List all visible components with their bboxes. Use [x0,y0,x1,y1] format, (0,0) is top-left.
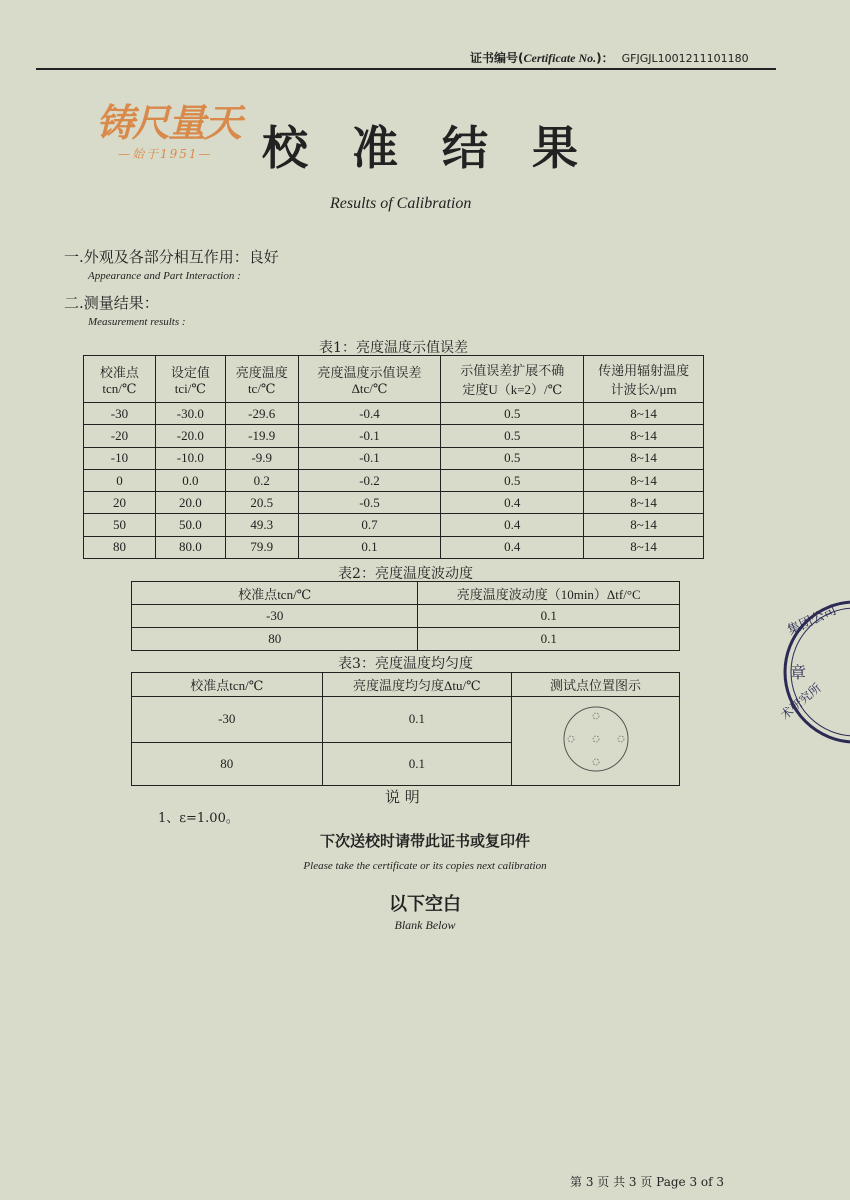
table-cell: 0.2 [225,469,298,491]
table-cell: -20.0 [155,425,225,447]
table3-header: 测试点位置图示 [512,673,680,697]
table3 [131,672,680,786]
table-cell: -0.4 [298,403,441,425]
page-subtitle: Results of Calibration [330,195,472,212]
table-cell: 20.5 [225,492,298,514]
table-row [84,469,704,491]
header-line: 示值误差扩展不确 [460,363,565,378]
svg-text:集团公司: 集团公司 [785,603,839,639]
table-cell: -30 [84,403,156,425]
table-cell: 80.0 [155,536,225,558]
table-cell: 0.4 [441,514,584,536]
table-cell: -0.2 [298,469,441,491]
table2-caption: 表2：亮度温度波动度 [338,566,473,582]
svg-text:术研究所: 术研究所 [777,680,824,723]
reminder-en: Please take the certificate or its copies next calibration [303,860,547,872]
table-cell: 8~14 [584,469,704,491]
header-rule [36,68,776,70]
svg-text:章: 章 [790,663,807,682]
logo-since: —始于1951— [118,147,213,161]
official-stamp [760,600,850,750]
table-cell: -10.0 [155,447,225,469]
table-cell: -30.0 [155,403,225,425]
table-cell: 80 [84,536,156,558]
table-cell: 0.1 [322,697,512,743]
table1-header [225,356,298,403]
table-cell: 0.7 [298,514,441,536]
table-cell: 0.4 [441,492,584,514]
table-cell: 0 [84,469,156,491]
table-cell: -0.1 [298,447,441,469]
table-cell: -20 [84,425,156,447]
table-cell: -30 [132,605,418,628]
table-cell: 49.3 [225,514,298,536]
table1-caption: 表1：亮度温度示值误差 [319,340,468,356]
reminder-cn: 下次送校时请带此证书或复印件 [319,832,530,850]
header-line: 亮度温度 [235,364,288,380]
table1-header [155,356,225,403]
header-unit: tc/℃ [247,380,276,396]
table-cell: 8~14 [584,403,704,425]
table-cell: -19.9 [225,425,298,447]
notes-title: 说 明 [385,788,420,806]
section2-label: 二.测量结果： [64,294,159,312]
header-unit: 定度U（k=2）/℃ [462,382,563,397]
header-unit: Δtc/℃ [351,380,388,396]
table2 [131,581,680,651]
table-cell: -30 [132,697,323,743]
table3-header: 校准点tcn/℃ [132,673,323,697]
table-row [84,536,704,558]
table-cell: 0.1 [298,536,441,558]
table-cell: 8~14 [584,492,704,514]
table-row [84,403,704,425]
table-cell: 0.5 [441,425,584,447]
table-cell: -0.5 [298,492,441,514]
table-row [132,605,680,628]
table3-caption: 表3：亮度温度均匀度 [338,656,473,672]
test-point-diagram [512,697,680,786]
table-cell: -0.1 [298,425,441,447]
section2-label-en: Measurement results : [88,316,186,328]
header-unit: 计波长λ/μm [610,382,677,397]
certificate-number: 证书编号(Certificate No.)： GFJGJL1001211101180 [470,51,749,65]
table-row [84,447,704,469]
table-cell: 0.5 [441,403,584,425]
page-title: 校 准 结 果 [262,121,593,175]
table-cell: 0.1 [322,742,512,785]
header-line: 校准点 [99,364,139,380]
page-footer: 第 3 页 共 3 页 Page 3 of 3 [570,1175,725,1189]
header-line: 传递用辐射温度 [598,363,690,378]
table-cell: 50 [84,514,156,536]
table-cell: 0.4 [441,536,584,558]
blank-below-cn: 以下空白 [389,894,461,915]
table-cell: 0.1 [418,605,680,628]
table3-header: 亮度温度均匀度Δtu/℃ [322,673,512,697]
table-row [84,425,704,447]
table-cell: 79.9 [225,536,298,558]
table-cell: 20 [84,492,156,514]
table-cell: -10 [84,447,156,469]
table-cell: 8~14 [584,447,704,469]
table-row [132,697,680,743]
table-cell: 8~14 [584,425,704,447]
table1-header [298,356,441,403]
table-cell: 8~14 [584,536,704,558]
table-cell: 80 [132,742,323,785]
table-row [132,628,680,651]
table2-header: 亮度温度波动度（10min）Δtf/°C [418,582,680,605]
blank-below-en: Blank Below [394,918,456,932]
table-cell: 0.5 [441,447,584,469]
table-cell: 0.1 [418,628,680,651]
section1-label: 一.外观及各部分相互作用：良好 [64,248,279,266]
section1-label-en: Appearance and Part Interaction : [88,270,241,282]
table-cell: -9.9 [225,447,298,469]
table-cell: 0.0 [155,469,225,491]
table-cell: 8~14 [584,514,704,536]
table1-header [84,356,156,403]
table-row [84,492,704,514]
table1 [83,355,704,559]
test-point-diagram-svg [536,697,656,781]
table1-header [441,356,584,403]
table-cell: -29.6 [225,403,298,425]
logo: 铸尺量天 [96,100,241,145]
table-row [84,514,704,536]
header-unit: tcn/℃ [102,380,137,396]
header-line: 亮度温度示值误差 [317,364,422,380]
table-cell: 80 [132,628,418,651]
note-item: 1、ε=1.00。 [158,811,239,826]
header-line: 设定值 [170,364,210,380]
table-cell: 20.0 [155,492,225,514]
header-unit: tci/℃ [174,380,206,396]
table-cell: 50.0 [155,514,225,536]
table1-header [584,356,704,403]
table2-header: 校准点tcn/℃ [132,582,418,605]
table-cell: 0.5 [441,469,584,491]
